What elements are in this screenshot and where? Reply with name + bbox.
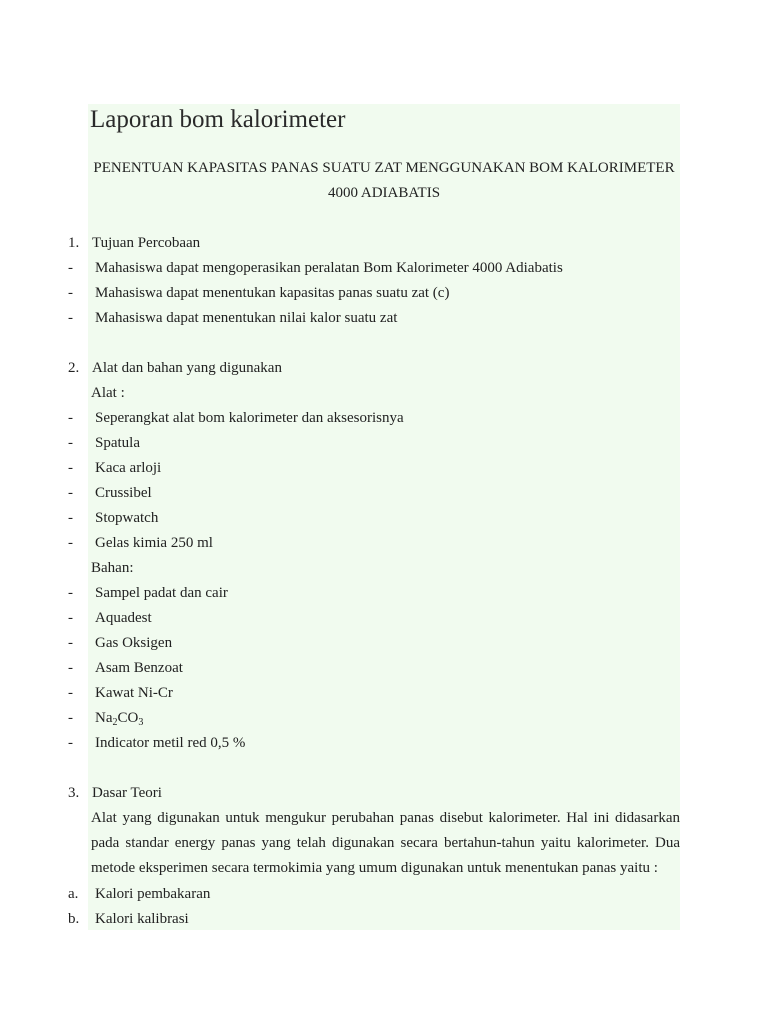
list-item-text: Gelas kimia 250 ml (95, 535, 213, 551)
section-number: 1. (68, 235, 80, 251)
dash-marker: - (68, 710, 73, 726)
dash-marker: - (68, 260, 73, 276)
section-heading-text: Alat dan bahan yang digunakan (92, 360, 282, 376)
document-subtitle: PENENTUAN KAPASITAS PANAS SUATU ZAT MENGGUNAKAN BOM KALORIMETER 4000 ADIABATIS (93, 160, 675, 201)
dash-marker: - (68, 635, 73, 651)
section-heading-text: Tujuan Percobaan (92, 235, 201, 251)
dash-marker: - (68, 585, 73, 601)
list-item-text: Kawat Ni-Cr (95, 685, 173, 701)
alat-label-text: Alat : (91, 385, 125, 401)
dash-marker: - (68, 535, 73, 551)
list-item-text: Gas Oksigen (95, 635, 173, 651)
list-item-text: Indicator metil red 0,5 % (95, 735, 246, 751)
list-item-text: Spatula (95, 435, 140, 451)
list-item-text: Seperangkat alat bom kalorimeter dan aksesorisnya (95, 410, 404, 426)
dash-marker: - (68, 485, 73, 501)
dash-marker: - (68, 510, 73, 526)
dash-marker: - (68, 310, 73, 326)
list-item-text: Kalori pembakaran (95, 886, 211, 902)
dash-marker: - (68, 410, 73, 426)
list-item-text: Mahasiswa dapat menentukan nilai kalor suatu zat (95, 310, 398, 326)
bahan-label-text: Bahan: (91, 560, 134, 576)
dash-marker: - (68, 610, 73, 626)
list-item-text: Crussibel (95, 485, 152, 501)
dash-marker: - (68, 735, 73, 751)
dash-marker: - (68, 435, 73, 451)
list-item-text: Asam Benzoat (95, 660, 183, 676)
list-item-text: Mahasiswa dapat mengoperasikan peralatan Bom Kalorimeter 4000 Adiabatis (95, 260, 563, 276)
letter-marker: b. (68, 911, 80, 927)
theory-paragraph: Alat yang digunakan untuk mengukur perubahan panas disebut kalorimeter. Hal ini didasarkan pada standar energy panas yang telah digunakan secara bertahun-tahun yaitu kalorimeter. Dua metode eksperimen secara termokimia yang umum digunakan untuk menentukan panas yaitu : (91, 810, 680, 876)
list-item-text: Kaca arloji (95, 460, 162, 476)
dash-marker: - (68, 285, 73, 301)
chemical-formula: $Na_2CO_3$ (95, 710, 144, 728)
list-item-text: Aquadest (95, 610, 152, 626)
letter-marker: a. (68, 886, 79, 902)
section-number: 2. (68, 360, 80, 376)
list-item-text: Mahasiswa dapat menentukan kapasitas panas suatu zat (c) (95, 285, 450, 301)
list-item-text: Stopwatch (95, 510, 159, 526)
dash-marker: - (68, 660, 73, 676)
list-item-text: Kalori kalibrasi (95, 911, 189, 927)
dash-marker: - (68, 685, 73, 701)
section-heading-text: Dasar Teori (92, 785, 162, 801)
document-title: Laporan bom kalorimeter (90, 106, 346, 133)
dash-marker: - (68, 460, 73, 476)
section-number: 3. (68, 785, 80, 801)
list-item-text: Sampel padat dan cair (95, 585, 228, 601)
